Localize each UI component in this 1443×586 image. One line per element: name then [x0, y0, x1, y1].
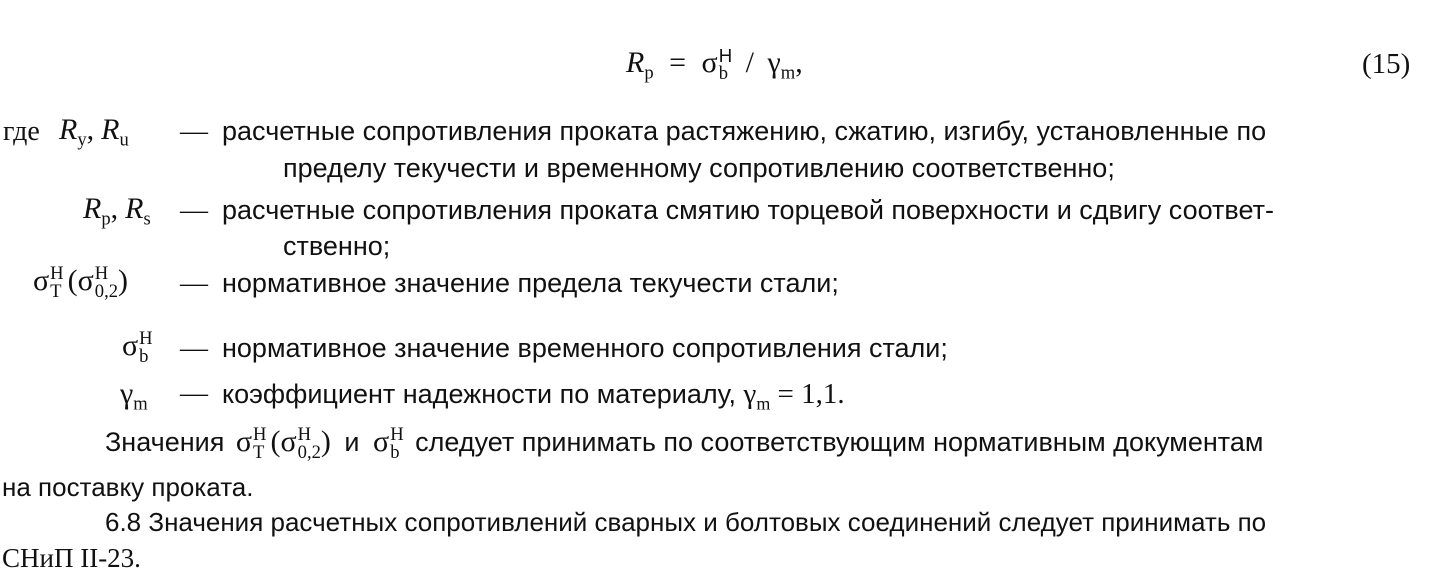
gamma-m-inline-sub: m — [756, 393, 771, 414]
gamma-m-symbol: γ — [120, 377, 134, 410]
gamma-m-sub: m — [133, 393, 148, 415]
para1-and: и — [344, 427, 360, 457]
ru-symbol: R — [101, 113, 120, 146]
sigma-02-scripts — [95, 264, 118, 302]
def-sigma-b-dash: — — [180, 333, 208, 364]
para1-sigma-t-sub: Т — [253, 442, 265, 464]
def-ry-ru-dash: — — [180, 116, 208, 147]
para1-sigma-b-symbol: σ — [373, 425, 390, 458]
def-rp-rs-dash: — — [180, 195, 208, 226]
formula-r: R — [626, 46, 645, 79]
formula-comma: , — [795, 46, 803, 79]
para1-rest: следует принимать по соответствующим нормативным документам — [415, 427, 1264, 457]
formula-slash: / — [745, 46, 754, 79]
para1-open-paren: ( — [270, 425, 281, 458]
para2-line1: 6.8 Значения расчетных сопротивлений сварных и болтовых соединений следует принимать по — [105, 507, 1267, 537]
sigma-t-open-paren: ( — [67, 264, 78, 297]
sigma-b-symbol: σ — [122, 329, 139, 362]
def-ry-ru-line2: пределу текучести и временному сопротивлению соответственно; — [283, 153, 1115, 183]
def-gamma-m-dash: — — [180, 378, 208, 409]
formula-gamma: γ — [767, 46, 781, 79]
sigma-t-scripts — [50, 264, 63, 302]
formula-gamma-sub: m — [780, 62, 796, 84]
para1-sigma-t-symbol: σ — [235, 425, 253, 458]
def-sigma-t-dash: — — [180, 268, 208, 299]
para2-line2: СНиП II-23. — [2, 543, 141, 573]
para1-line1 — [105, 425, 1263, 463]
para1-line2: на поставку проката. — [2, 472, 254, 502]
def-ry-ru-line1: расчетные сопротивления проката растяжению, сжатию, изгибу, установленные по — [222, 116, 1267, 146]
def-ry-ru-symbol — [59, 113, 129, 151]
equation-number: (15) — [1362, 48, 1411, 80]
ry-sub: y — [77, 129, 87, 151]
def-rp-rs-symbol — [83, 192, 151, 230]
sigma-b-sup: Н — [139, 328, 153, 350]
formula-sigma-sub: b — [718, 63, 729, 85]
para1-sigma-b-sub: b — [390, 442, 400, 464]
def-rp-rs-line2: ственно; — [283, 231, 391, 261]
def-sigma-t-symbol — [33, 264, 128, 302]
para1-close-paren: ) — [320, 425, 331, 458]
para1-sigma-02-sub: 0,2 — [297, 442, 321, 464]
para1-sigma-b — [373, 424, 404, 464]
def-gamma-m-text — [222, 378, 845, 414]
para1-sigma-t-scripts — [253, 425, 266, 463]
formula-r-sub: p — [644, 62, 654, 84]
formula-sigma: σ — [701, 46, 718, 79]
sigma-t-symbol: σ — [33, 264, 50, 297]
sigma-02-sup: Н — [94, 263, 109, 285]
def-sigma-b-symbol — [122, 329, 153, 367]
sigma-b-scripts — [139, 329, 152, 367]
where-label: где — [3, 116, 40, 147]
ry-ru-sep: , — [86, 113, 95, 146]
rp-rs-sep: , — [110, 192, 119, 225]
para1-sigma-t-sup: Н — [253, 424, 267, 446]
sigma-b-sub: b — [139, 346, 149, 368]
sigma-02-symbol: σ — [77, 264, 94, 297]
def-rp-rs-line1: расчетные сопротивления проката смятию торцевой поверхности и сдвигу соответ- — [222, 195, 1274, 225]
para1-sigma-02-symbol: σ — [280, 425, 297, 458]
formula-sigma-scripts — [719, 46, 732, 84]
para1-sigma-02-scripts — [298, 425, 321, 463]
def-sigma-b-text: нормативное значение временного сопротивления стали; — [222, 333, 948, 363]
gamma-m-value: = 1,1. — [777, 378, 845, 410]
formula-15 — [626, 46, 803, 84]
rs-sub: s — [143, 208, 151, 230]
para1-sigma-t — [235, 424, 331, 464]
rp-symbol: R — [83, 192, 102, 225]
sigma-t-sub: Т — [50, 281, 62, 303]
formula-sigma-sup: Н — [718, 45, 733, 67]
sigma-t-close-paren: ) — [118, 264, 129, 297]
gamma-m-inline — [743, 378, 845, 414]
para1-sigma-02-sup: Н — [297, 424, 312, 446]
para1-sigma-b-scripts — [390, 425, 403, 463]
rs-symbol: R — [125, 192, 144, 225]
formula-eq: = — [669, 46, 687, 79]
gamma-m-description: коэффициент надежности по материалу, — [222, 379, 736, 409]
def-gamma-m-symbol — [120, 377, 148, 415]
def-sigma-t-text: нормативное значение предела текучести стали; — [222, 268, 839, 298]
para1-sigma-b-sup: Н — [390, 424, 404, 446]
sigma-t-sup: Н — [50, 263, 64, 285]
sigma-02-sub: 0,2 — [94, 281, 119, 303]
ru-sub: u — [119, 129, 129, 151]
rp-sub: p — [101, 208, 111, 230]
gamma-m-inline-symbol: γ — [743, 378, 757, 410]
para1-start: Значения — [105, 427, 225, 457]
ry-symbol: R — [59, 113, 78, 146]
